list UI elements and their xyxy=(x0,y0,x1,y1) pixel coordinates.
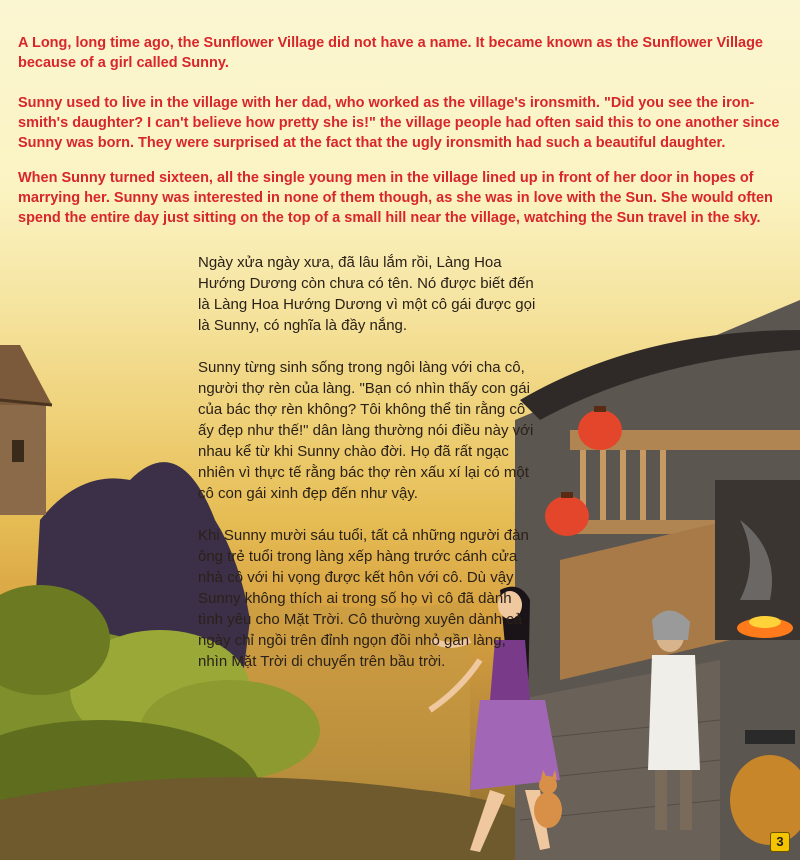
vietnamese-paragraph-1: Ngày xửa ngày xưa, đã lâu lắm rồi, Làng Hoa Hướng Dương còn chưa có tên. Nó được biết đến là Làng Hoa Hướng Dương vì một cô gái được gọi là Sunny, có nghĩa là đầy nắng. xyxy=(198,254,536,334)
page-number-badge: 3 xyxy=(770,832,790,852)
left-hut xyxy=(0,345,52,515)
english-paragraph-3: When Sunny turned sixteen, all the single young men in the village lined up in front of her door in hopes of marrying her. Sunny was interested in none of them though, as she was in love with the Sun. She would often spend the entire day just sitting on the top of a small hill near the village, watching the Sun travel in the sky. xyxy=(18,170,773,226)
vietnamese-paragraph-2: Sunny từng sinh sống trong ngôi làng với cha cô, người thợ rèn của làng. "Bạn có nhìn thấy con gái của bác thợ rèn không? Tôi không thể tin rằng cô ấy đẹp như thế!" dân làng thường nói điều này với nhau kể từ khi Sunny chào đời. Họ đã rất ngạc nhiên vì thực tế rằng bác thợ rèn xấu xí lại có một cô con gái xinh đẹp đến như vậy. xyxy=(198,359,534,502)
english-paragraph-2: Sunny used to live in the village with her dad, who worked as the village's ironsmith. "Did you see the iron-smith's daughter? I can't believe how pretty she is!" the village people had often said this to one another since Sunny was born. They were surprised at the fact that the ugly ironsmith had such a beautiful daughter. xyxy=(18,95,780,151)
english-paragraph-1: A Long, long time ago, the Sunflower Village did not have a name. It became known as the Sunflower Village because of a girl called Sunny. xyxy=(18,35,764,71)
vietnamese-paragraph-3: Khi Sunny mười sáu tuổi, tất cả những người đàn ông trẻ tuổi trong làng xếp hàng trước cánh cửa nhà cô với hi vọng được kết hôn với cô. Dù vậy Sunny không thích ai trong số họ vì cô đã dành tình yêu cho Mặt Trời. Cô thường xuyên dành cả ngày chỉ ngồi trên đỉnh ngọn đồi nhỏ gần làng, nhìn Mặt Trời di chuyển trên bầu trời. xyxy=(198,527,529,670)
